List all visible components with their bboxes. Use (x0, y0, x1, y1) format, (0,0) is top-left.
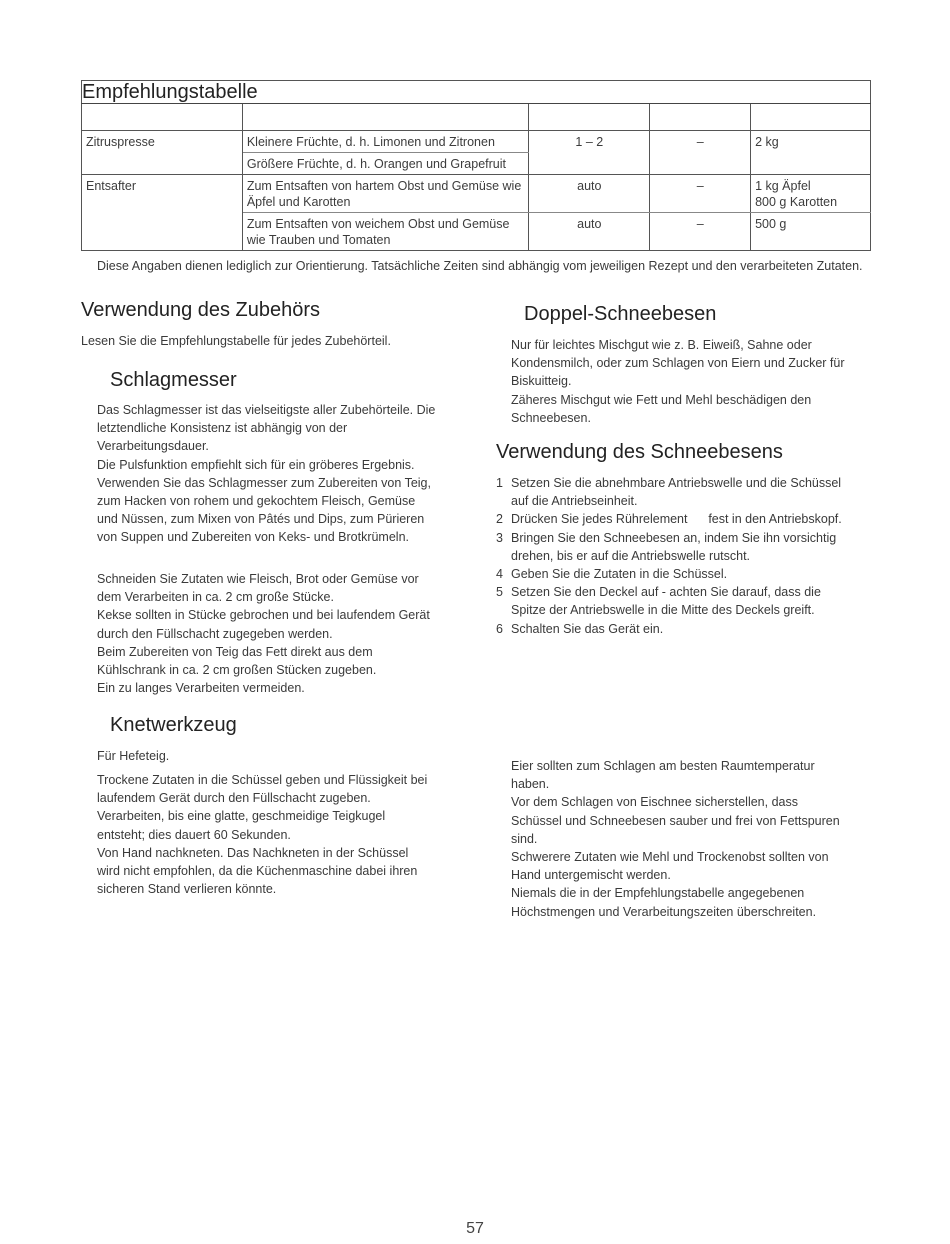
text-line: haben. (511, 777, 550, 792)
text-line: sicheren Stand verlieren könnte. (97, 882, 277, 897)
max-cell: 500 g (751, 213, 871, 251)
text-line: von Suppen und Zubereiten von Keks- und Brotkrümeln. (97, 530, 409, 545)
time-cell: – (650, 213, 751, 251)
schneebesen-tips (511, 757, 840, 921)
step-number: 4 (496, 567, 503, 582)
knetwerkzeug-intro: Für Hefeteig. (97, 749, 170, 763)
table-row (82, 131, 871, 153)
knetwerkzeug-para (97, 771, 427, 898)
table-note: Diese Angaben dienen lediglich zur Orientierung. Tatsächliche Zeiten sind abhängig vom jeweiligen Rezept und den verarbeiteten Zutaten. (97, 259, 863, 273)
step-item (496, 510, 876, 528)
text-line: sind. (511, 831, 538, 846)
max-cell (751, 175, 871, 213)
text-line: Vor dem Schlagen von Eischnee sicherstellen, dass (511, 795, 798, 810)
text-line: Schüssel und Schneebesen sauber und frei von Fettspuren (511, 813, 840, 828)
text-line: dem Verarbeiten in ca. 2 cm große Stücke. (97, 590, 334, 605)
text-line: zum Hacken von rohem und gekochtem Fleisch, Gemüse (97, 494, 416, 509)
text-line: Niemals die in der Empfehlungstabelle angegebenen (511, 886, 805, 901)
table-title: Empfehlungstabelle (82, 81, 871, 104)
step-item (496, 620, 876, 638)
table-row (82, 175, 871, 213)
text-line: Spitze der Antriebswelle in die Mitte des Deckels greift. (511, 603, 815, 618)
tool-cell: Entsafter (82, 175, 243, 251)
text-line: durch den Füllschacht zugegeben werden. (97, 626, 333, 641)
step-item (496, 565, 876, 583)
max-cell: 2 kg (751, 131, 871, 175)
text-line: Schwerere Zutaten wie Mehl und Trockenobst sollten von (511, 850, 829, 865)
text-line: auf die Antriebseinheit. (511, 494, 638, 509)
text-line: Kühlschrank in ca. 2 cm großen Stücken zugeben. (97, 663, 377, 678)
text-line: wird nicht empfohlen, da die Küchenmaschine dabei ihren (97, 864, 418, 879)
doppel-para (511, 336, 845, 427)
text-line: Schneiden Sie Zutaten wie Fleisch, Brot oder Gemüse vor (97, 572, 419, 586)
header-cell (751, 104, 871, 131)
step-number: 5 (496, 585, 503, 600)
text-line: laufendem Gerät durch den Füllschacht zugeben. (97, 791, 371, 806)
speed-cell: auto (529, 213, 650, 251)
text-line: Verarbeiten, bis eine glatte, geschmeidige Teigkugel (97, 809, 386, 824)
recommendation-table (81, 80, 871, 251)
step-number: 3 (496, 530, 503, 545)
section-heading-schlagmesser: Schlagmesser (110, 369, 237, 391)
text-line: Eier sollten zum Schlagen am besten Raumtemperatur (511, 759, 815, 773)
section-heading-doppel-schneebesen: Doppel-Schneebesen (524, 303, 717, 325)
text-line: Schneebesen. (511, 410, 591, 425)
step-number: 1 (496, 476, 503, 490)
header-cell (242, 104, 529, 131)
text-line: letztendliche Konsistenz ist abhängig von der (97, 421, 348, 436)
zubehoer-intro: Lesen Sie die Empfehlungstabelle für jedes Zubehörteil. (81, 334, 391, 348)
header-cell (650, 104, 751, 131)
section-heading-schneebesen-usage: Verwendung des Schneebesens (496, 441, 783, 463)
desc-cell: Zum Entsaften von hartem Obst und Gemüse wie Äpfel und Karotten (242, 175, 529, 213)
header-cell (82, 104, 243, 131)
header-cell (529, 104, 650, 131)
text-line: Das Schlagmesser ist das vielseitigste aller Zubehörteile. Die (97, 403, 436, 417)
step-item (496, 474, 876, 510)
text-line: Beim Zubereiten von Teig das Fett direkt aus dem (97, 644, 373, 659)
desc-cell: Kleinere Früchte, d. h. Limonen und Zitronen (242, 131, 529, 153)
text-line: Von Hand nachkneten. Das Nachkneten in der Schüssel (97, 845, 409, 860)
time-cell: – (650, 131, 751, 175)
text-line: Die Pulsfunktion empfiehlt sich für ein gröberes Ergebnis. (97, 457, 415, 472)
speed-cell: auto (529, 175, 650, 213)
desc-cell: Zum Entsaften von weichem Obst und Gemüse wie Trauben und Tomaten (242, 213, 529, 251)
text-line: Setzen Sie die abnehmbare Antriebswelle und die Schüssel (511, 476, 842, 490)
schlagmesser-para2 (97, 570, 430, 697)
step-number: 2 (496, 512, 503, 527)
text-line: Schalten Sie das Gerät ein. (511, 621, 664, 636)
max-line: 1 kg Äpfel (755, 179, 811, 193)
text-line: entsteht; dies dauert 60 Sekunden. (97, 827, 291, 842)
text-line: Bringen Sie den Schneebesen an, indem Sie ihn vorsichtig (511, 530, 837, 545)
text-line: und Nüssen, zum Mixen von Pâtés und Dips, zum Pürieren (97, 512, 425, 527)
section-heading-zubehoer: Verwendung des Zubehörs (81, 299, 321, 321)
step-number: 6 (496, 621, 503, 636)
text-line: Kondensmilch, oder zum Schlagen von Eiern und Zucker für (511, 356, 845, 371)
schlagmesser-para1 (97, 401, 435, 547)
tool-cell: Zitruspresse (82, 131, 243, 175)
text-line: Kekse sollten in Stücke gebrochen und bei laufendem Gerät (97, 608, 430, 623)
table-header-row (82, 104, 871, 131)
step-item (496, 529, 876, 565)
text-line: Biskuitteig. (511, 374, 572, 389)
text-line: Verarbeitungsdauer. (97, 439, 209, 454)
page-number: 57 (466, 1220, 484, 1237)
speed-cell: 1 – 2 (529, 131, 650, 175)
text-line: Geben Sie die Zutaten in die Schüssel. (511, 567, 728, 582)
section-heading-knetwerkzeug: Knetwerkzeug (110, 714, 237, 736)
text-line: Höchstmengen und Verarbeitungszeiten überschreiten. (511, 904, 817, 919)
step-item (496, 583, 876, 619)
text-line: Setzen Sie den Deckel auf - achten Sie darauf, dass die (511, 585, 821, 600)
time-cell: – (650, 175, 751, 213)
text-line: Ein zu langes Verarbeiten vermeiden. (97, 681, 305, 696)
desc-cell: Größere Früchte, d. h. Orangen und Grapefruit (242, 153, 529, 175)
usage-steps (496, 474, 876, 638)
text-line: Zäheres Mischgut wie Fett und Mehl beschädigen den (511, 392, 812, 407)
text-line: Nur für leichtes Mischgut wie z. B. Eiweiß, Sahne oder (511, 338, 812, 352)
text-line: drehen, bis er auf die Antriebswelle rutscht. (511, 548, 751, 563)
text-line: Trockene Zutaten in die Schüssel geben und Flüssigkeit bei (97, 773, 428, 787)
text-line: Hand untergemischt werden. (511, 868, 671, 883)
text-line: Verwenden Sie das Schlagmesser zum Zubereiten von Teig, (97, 475, 431, 490)
text-line: Drücken Sie jedes Rührelement fest in den Antriebskopf. (511, 512, 842, 527)
max-line: 800 g Karotten (755, 195, 838, 209)
